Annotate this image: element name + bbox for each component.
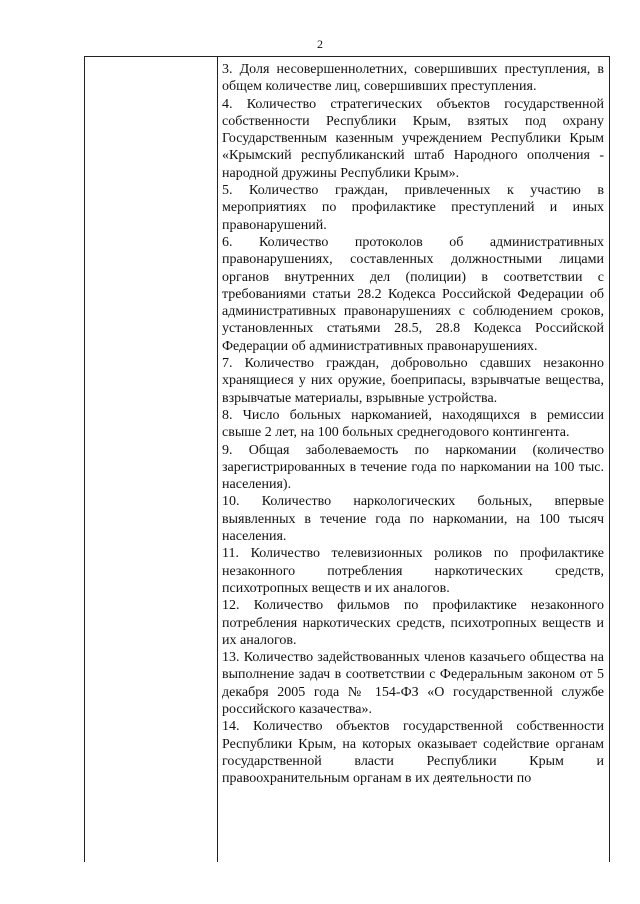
indicator-item-7: 7. Количество граждан, добровольно сдавших незаконно хранящиеся у них оружие, боеприпасы, взрывчатые вещества, взрывчатые материалы, взрывные устройства. [222,356,604,406]
indicator-item-5: 5. Количество граждан, привлеченных к участию в мероприятиях по профилактике преступлений и иных правонарушений. [222,183,604,233]
indicator-item-14: 14. Количество объектов государственной собственности Республики Крым, на которых оказывает содействие органам государственной власти Республики Крым и правоохранительным органам в их деятельности по [222,719,604,787]
indicator-item-11: 11. Количество телевизионных роликов по профилактике незаконного потребления наркотических средств, психотропных веществ и их аналогов. [222,546,604,596]
indicator-item-3: 3. Доля несовершеннолетних, совершивших преступления, в общем количестве лиц, совершивших преступления. [222,62,604,95]
indicator-item-13: 13. Количество задействованных членов казачьего общества на выполнение задач в соответствии с Федеральным законом от 5 декабря 2005 года № 154-ФЗ «О государственной службе российского казачества». [222,650,604,717]
indicator-item-6: 6. Количество протоколов об административных правонарушениях, составленных должностными лицами органов внутренних дел (полиции) в соответствии с требованиями статьи 28.2 Кодекса Российской Федерации об административных правонарушениях с соблюдением сроков, установленных статьями 28.5, 28.8 Кодекса Российской Федерации об административных правонарушениях. [222,234,604,354]
indicator-item-10: 10. Количество наркологических больных, впервые выявленных в течение года по наркомании, на 100 тысяч населения. [222,494,604,545]
indicator-item-8: 8. Число больных наркоманией, находящихся в ремиссии свыше 2 лет, на 100 больных среднегодового контингента. [222,407,604,441]
indicators-table [84,56,610,862]
indicator-item-12: 12. Количество фильмов по профилактике незаконного потребления наркотических средств, психотропных веществ и их аналогов. [222,598,604,648]
table-right-column [222,61,604,787]
table-left-column [85,57,218,862]
page-number: 2 [317,37,323,51]
indicator-item-4: 4. Количество стратегических объектов государственной собственности Республики Крым, взятых под охрану Государственным казенным учреждением Республики Крым «Крымский республиканский штаб Народного ополчения - народной дружины Республики Крым». [222,96,604,181]
indicator-item-9: 9. Общая заболеваемость по наркомании (количество зарегистрированных в течение года по наркомании на 100 тыс. населения). [222,442,604,493]
